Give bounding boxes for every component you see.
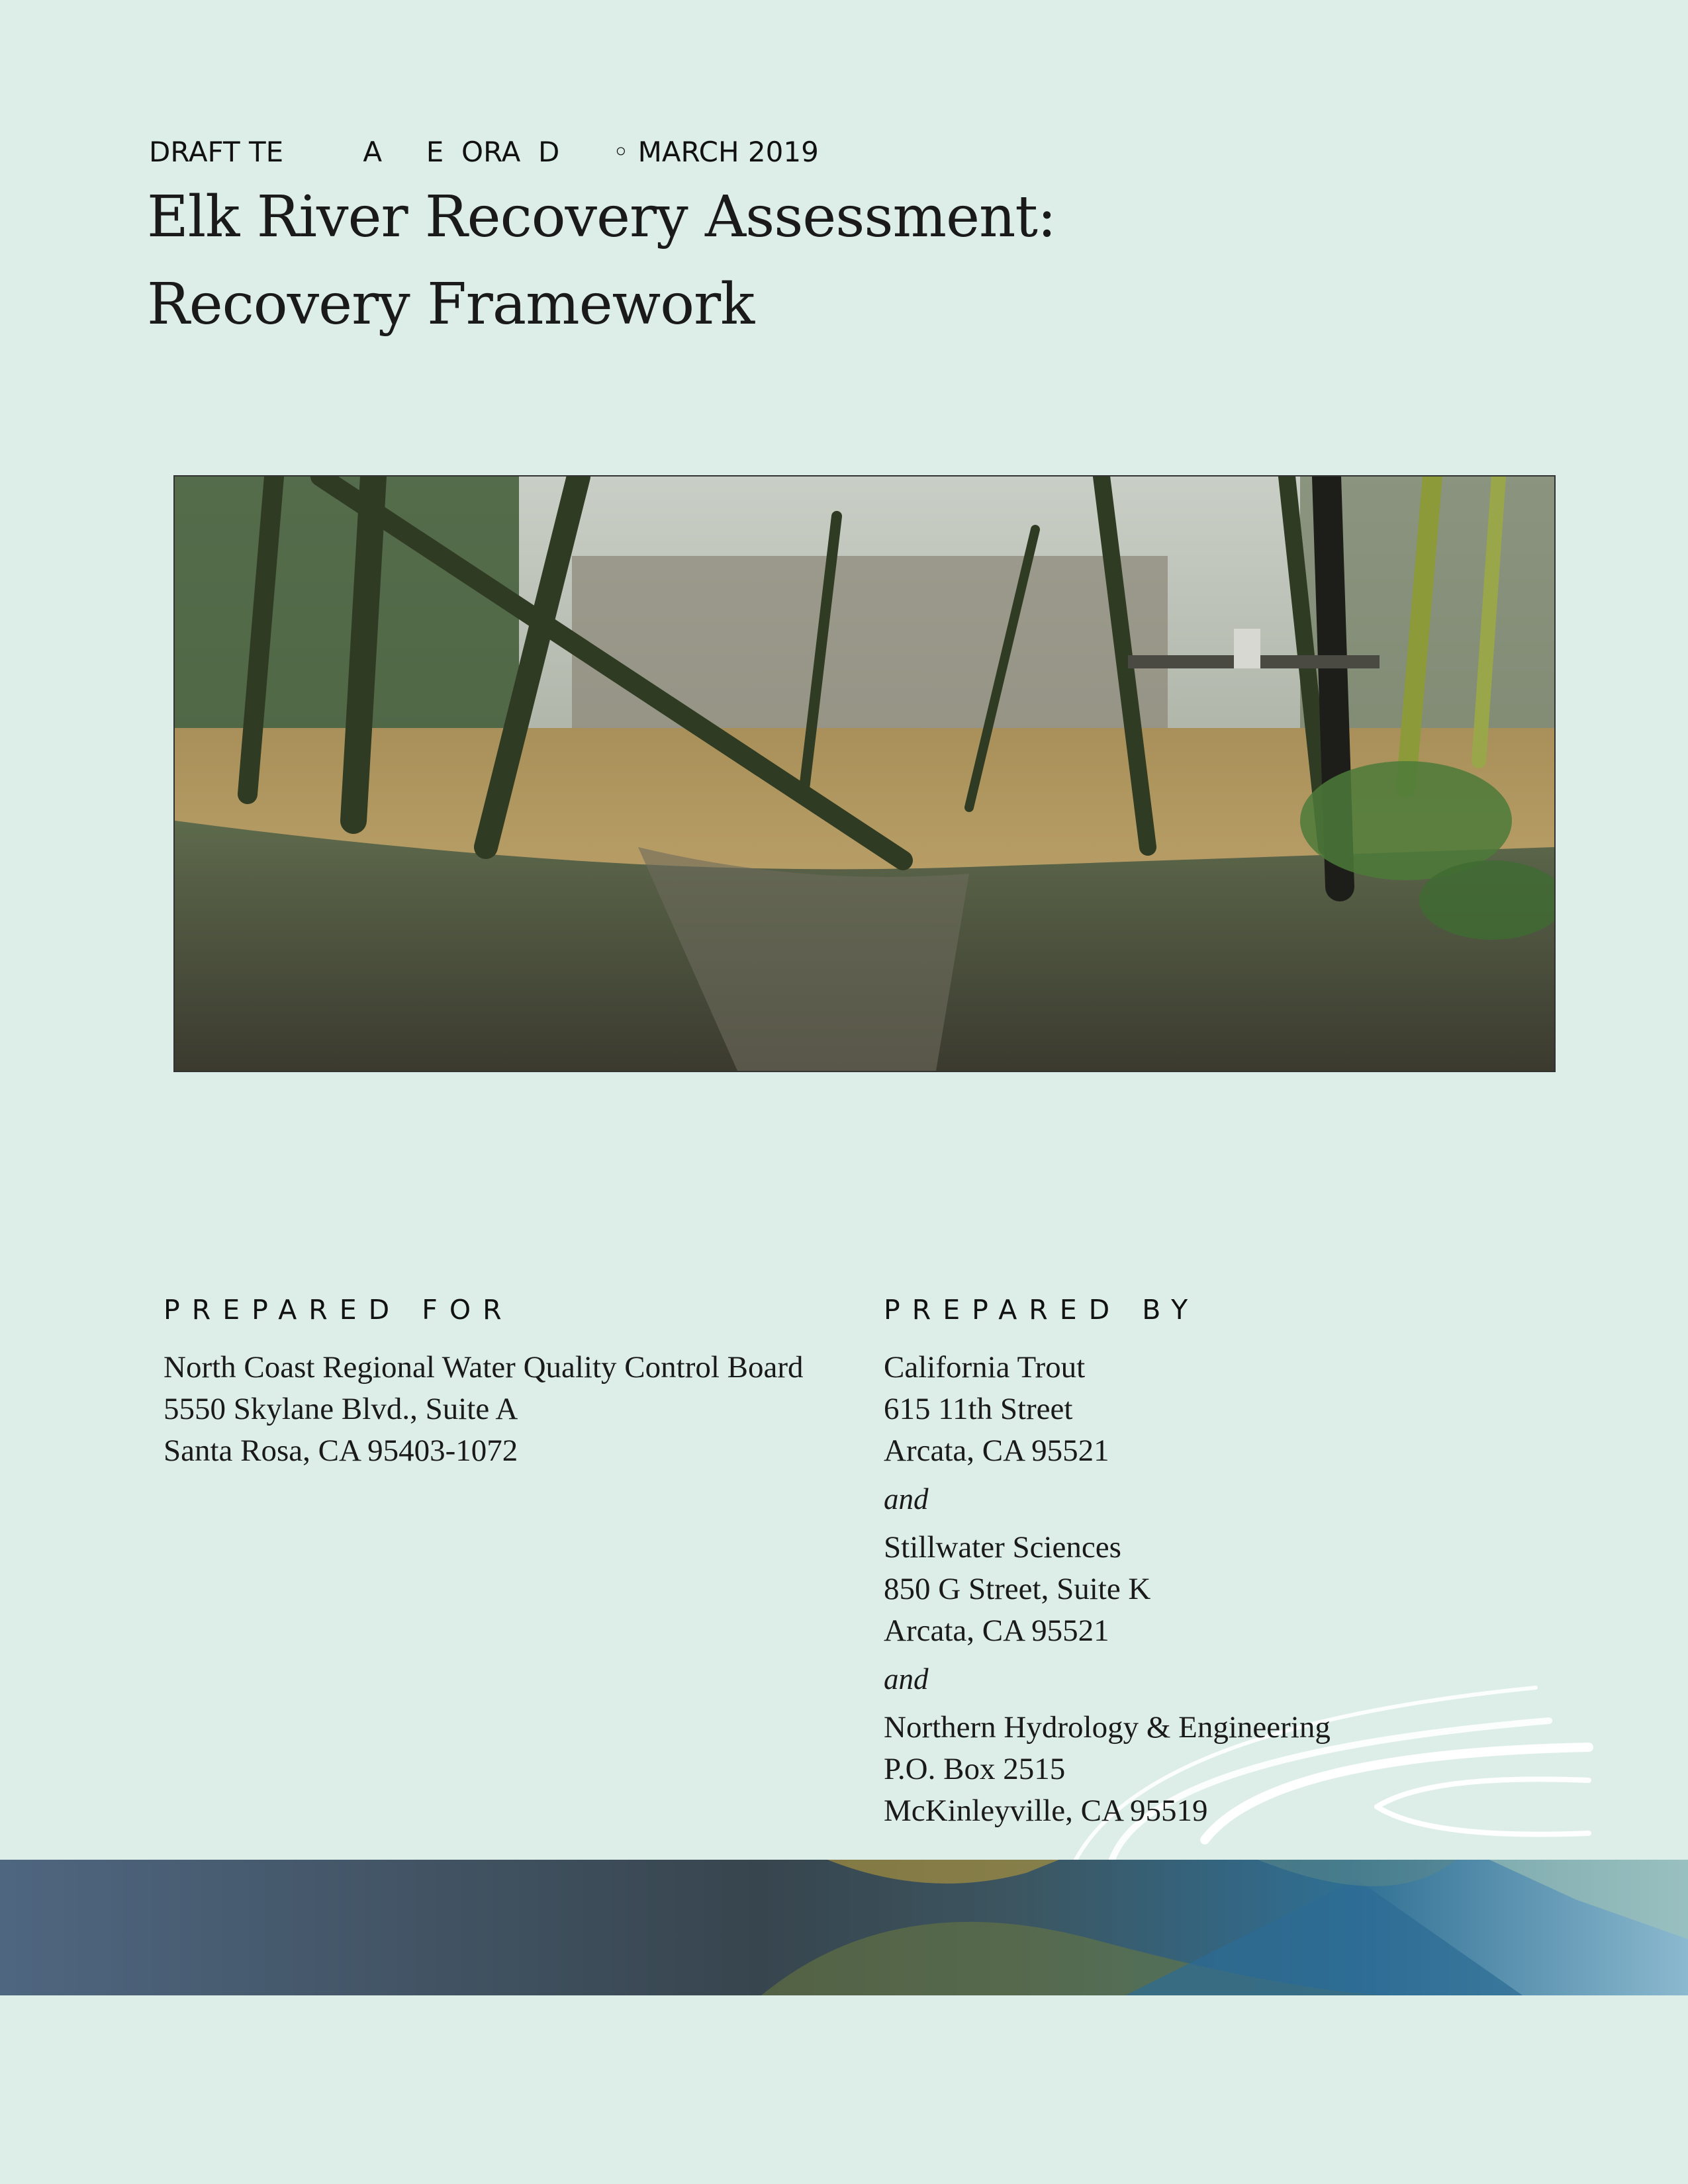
- org-northern-hydrology-city: McKinleyville, CA 95519: [884, 1794, 1208, 1828]
- org-northern-hydrology-street: P.O. Box 2515: [884, 1752, 1066, 1786]
- cover-photo-flooded-forest: [173, 475, 1556, 1072]
- and-separator: and: [884, 1482, 929, 1516]
- prepared-for-block: [164, 1294, 804, 1472]
- title-line-1: Elk River Recovery Assessment:: [147, 184, 1056, 250]
- org-california-trout-street: 615 11th Street: [884, 1392, 1073, 1426]
- prepared-by-block: [884, 1294, 1331, 1832]
- title-line-2: Recovery Framework: [147, 271, 755, 338]
- document-title: [147, 173, 1056, 348]
- and-separator: and: [884, 1662, 929, 1696]
- prepared-for-line: Santa Rosa, CA 95403-1072: [164, 1433, 518, 1468]
- prepared-for-label: PREPARED FOR: [164, 1294, 514, 1326]
- org-northern-hydrology-name: Northern Hydrology & Engineering: [884, 1710, 1331, 1745]
- org-california-trout-city: Arcata, CA 95521: [884, 1433, 1109, 1468]
- decorative-footer-band: [0, 1860, 1688, 1995]
- prepared-for-line: North Coast Regional Water Quality Control Board: [164, 1350, 804, 1385]
- draft-date-line: DRAFT TE A E ORA D ◦ MARCH 2019: [149, 136, 819, 168]
- org-stillwater-street: 850 G Street, Suite K: [884, 1572, 1151, 1606]
- org-stillwater-name: Stillwater Sciences: [884, 1530, 1121, 1565]
- prepared-by-label: PREPARED BY: [884, 1294, 1200, 1326]
- org-california-trout-name: California Trout: [884, 1350, 1086, 1385]
- org-stillwater-city: Arcata, CA 95521: [884, 1614, 1109, 1648]
- prepared-for-line: 5550 Skylane Blvd., Suite A: [164, 1392, 518, 1426]
